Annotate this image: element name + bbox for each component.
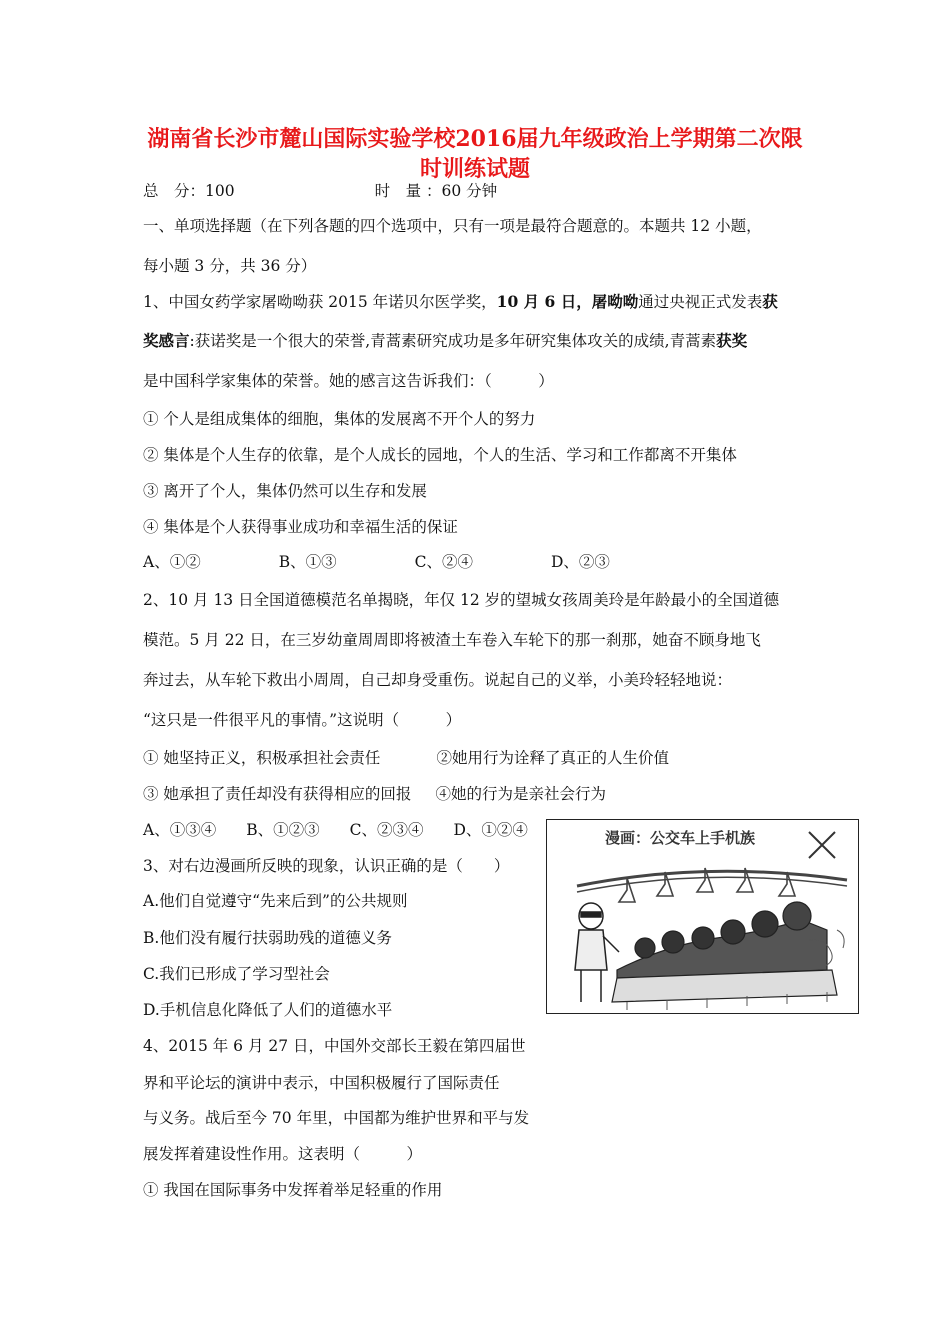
doc-title-line2: 时训练试题	[419, 156, 530, 182]
total-score: 总 分：100	[143, 182, 235, 200]
q2-stem-line3: 奔过去，从车轮下救出小周周，自己却身受重伤。说起自己的义举，小美玲轻轻地说：	[143, 671, 733, 689]
q1-option-3: ③ 离开了个人，集体仍然可以生存和发展	[143, 482, 427, 500]
q4-option-1: ① 我国在国际事务中发挥着举足轻重的作用	[143, 1181, 443, 1199]
q2-option-2: ②她用行为诠释了真正的人生价值	[436, 749, 669, 767]
q1-bold-date: 10 月 6 日，屠呦呦	[496, 292, 639, 311]
q1-bold: 奖感言	[143, 331, 190, 350]
q2-choices	[143, 820, 528, 840]
q1-option-1: ① 个人是组成集体的细胞，集体的发展离不开个人的努力	[143, 410, 536, 428]
cartoon-bus-drawing	[547, 820, 860, 1015]
q1-choices	[143, 552, 610, 572]
q1-stem-line3: 是中国科学家集体的荣誉。她的感言这告诉我们：（ ）	[143, 372, 554, 390]
q2-options-12	[143, 748, 669, 768]
section-heading: 一、单项选择题（在下列各题的四个选项中，只有一项是最符合题意的。本题共 12 小题，	[143, 217, 762, 235]
q2-option-4: ④她的行为是亲社会行为	[435, 785, 606, 803]
q1-text: 1、中国女药学家屠呦呦获 2015 年诺贝尔医学奖，	[143, 293, 497, 311]
choice-d[interactable]: D、②③	[550, 553, 610, 571]
q1-text: :获诺奖是一个很大的荣誉,青蒿素研究成功是多年研究集体攻关的成绩,青蒿素	[189, 332, 717, 350]
q2-option-1: ① 她坚持正义，积极承担社会责任	[143, 749, 381, 767]
q1-text: 通过央视正式发表	[638, 293, 763, 311]
time-limit: 时 量 ：60 分钟	[374, 182, 498, 200]
q1-option-4: ④ 集体是个人获得事业成功和幸福生活的保证	[143, 518, 458, 536]
q1-option-2: ② 集体是个人生存的依靠，是个人成长的园地，个人的生活、学习和工作都离不开集体	[143, 446, 737, 464]
q2-stem-line4: “这只是一件很平凡的事情。”这说明（ ）	[143, 711, 462, 729]
q3-option-c[interactable]: C.我们已形成了学习型社会	[143, 965, 330, 983]
choice-c[interactable]: C、②③④	[349, 821, 424, 839]
choice-d[interactable]: D、①②④	[453, 821, 528, 839]
q4-stem-line3: 与义务。战后至今 70 年里，中国都为维护世界和平与发	[143, 1109, 530, 1127]
q2-options-34	[143, 784, 606, 804]
q1-bold: 获奖	[716, 331, 748, 350]
doc-title-line1: 湖南省长沙市麓山国际实验学校2016届九年级政治上学期第二次限	[147, 126, 803, 152]
q1-stem-line1	[143, 292, 778, 312]
choice-c[interactable]: C、②④	[414, 553, 473, 571]
q2-option-3: ③ 她承担了责任却没有获得相应的回报	[143, 785, 412, 803]
cartoon-image	[546, 819, 859, 1014]
q4-stem-line1: 4、2015 年 6 月 27 日，中国外交部长王毅在第四届世	[143, 1037, 526, 1055]
q2-stem-line2: 模范。5 月 22 日，在三岁幼童周周即将被渣土车卷入车轮下的那一刹那，她奋不顾身地飞	[143, 631, 761, 649]
q3-option-a[interactable]: A.他们自觉遵守“先来后到”的公共规则	[143, 892, 408, 910]
choice-b[interactable]: B、①③	[278, 553, 337, 571]
cartoon-caption: 漫画：公交车上手机族	[605, 829, 756, 847]
q4-stem-line2: 界和平论坛的演讲中表示，中国积极履行了国际责任	[143, 1074, 500, 1092]
q1-bold: 获	[762, 292, 778, 311]
q3-option-b[interactable]: B.他们没有履行扶弱助残的道德义务	[143, 929, 392, 947]
exam-meta	[143, 181, 497, 201]
choice-b[interactable]: B、①②③	[246, 821, 320, 839]
section-heading-cont: 每小题 3 分，共 36 分）	[143, 257, 317, 275]
choice-a[interactable]: A、①③④	[143, 821, 217, 839]
choice-a[interactable]: A、①②	[143, 553, 201, 571]
q4-stem-line4: 展发挥着建设性作用。这表明（ ）	[143, 1145, 423, 1163]
q3-stem: 3、对右边漫画所反映的现象，认识正确的是（ ）	[143, 857, 510, 875]
q3-option-d[interactable]: D.手机信息化降低了人们的道德水平	[143, 1001, 393, 1019]
q1-stem-line2	[143, 331, 747, 351]
q2-stem-line1: 2、10 月 13 日全国道德模范名单揭晓，年仅 12 岁的望城女孩周美玲是年龄最小的全国道德	[143, 591, 780, 609]
